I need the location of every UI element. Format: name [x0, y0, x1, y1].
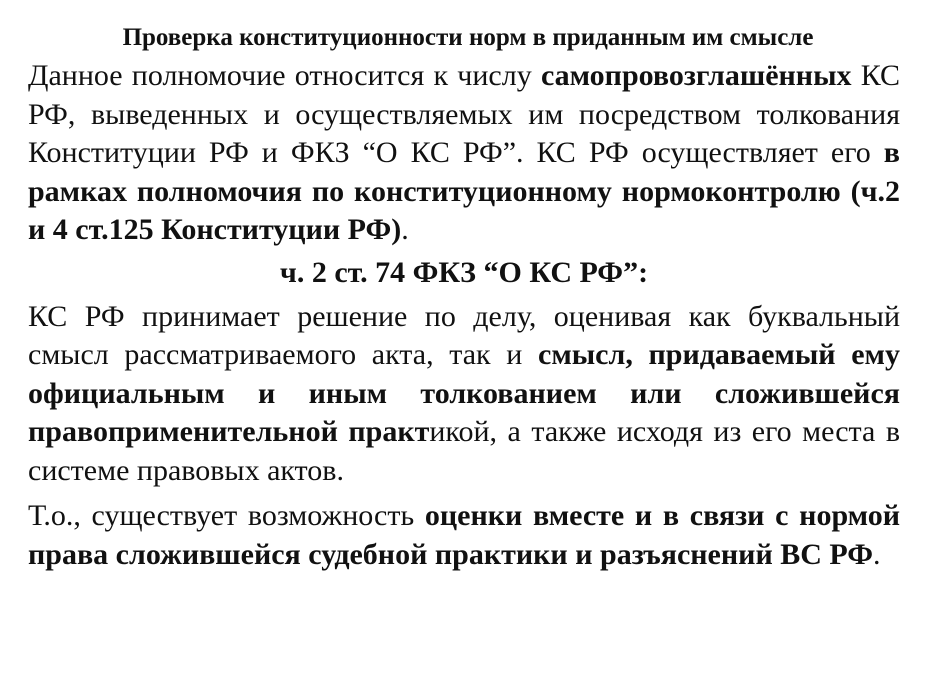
paragraph3-text-2: . [872, 537, 881, 571]
paragraph3-bold-1: оценки вместе и в связи с нормой права сложившейся судебной практики и разъяснений ВС РФ [28, 499, 900, 571]
paragraph2-bold-1: смысл, придаваемый ему официальным и иным толкованием или сложившейся правоприменительной практ [28, 338, 900, 448]
paragraph-conclusion [28, 497, 900, 574]
slide-title: Проверка конституционности норм в приданным им смысле [122, 24, 814, 51]
paragraph1-bold-2: в рамках полномочия по конституционному нормоконтролю (ч.2 и 4 ст.125 Конституции РФ) [28, 136, 900, 246]
paragraph-spacer [28, 490, 900, 497]
paragraph-self-proclaimed-power [28, 57, 900, 250]
paragraph2-text-2: икой, а также исходя из его места в системе правовых актов. [28, 415, 900, 487]
paragraph-court-decision [28, 298, 900, 491]
paragraph1-text-2: КС РФ, выведенных и осуществляемых им посредством толкования Конституции РФ и ФКЗ “О КС РФ”. КС РФ осуществляет его [28, 59, 900, 169]
law-citation-heading: ч. 2 ст. 74 ФКЗ “О КС РФ”: [279, 255, 649, 289]
paragraph3-text-1: Т.о., существует возможность [28, 499, 425, 532]
paragraph1-bold-1: самопровозглашённых [540, 59, 852, 92]
paragraph1-text-1: Данное полномочие относится к числу [28, 59, 541, 92]
paragraph2-text-1: КС РФ принимает решение по делу, оценивая как буквальный смысл рассматриваемого акта, так и [28, 299, 900, 371]
paragraph1-text-3: . [401, 213, 409, 246]
